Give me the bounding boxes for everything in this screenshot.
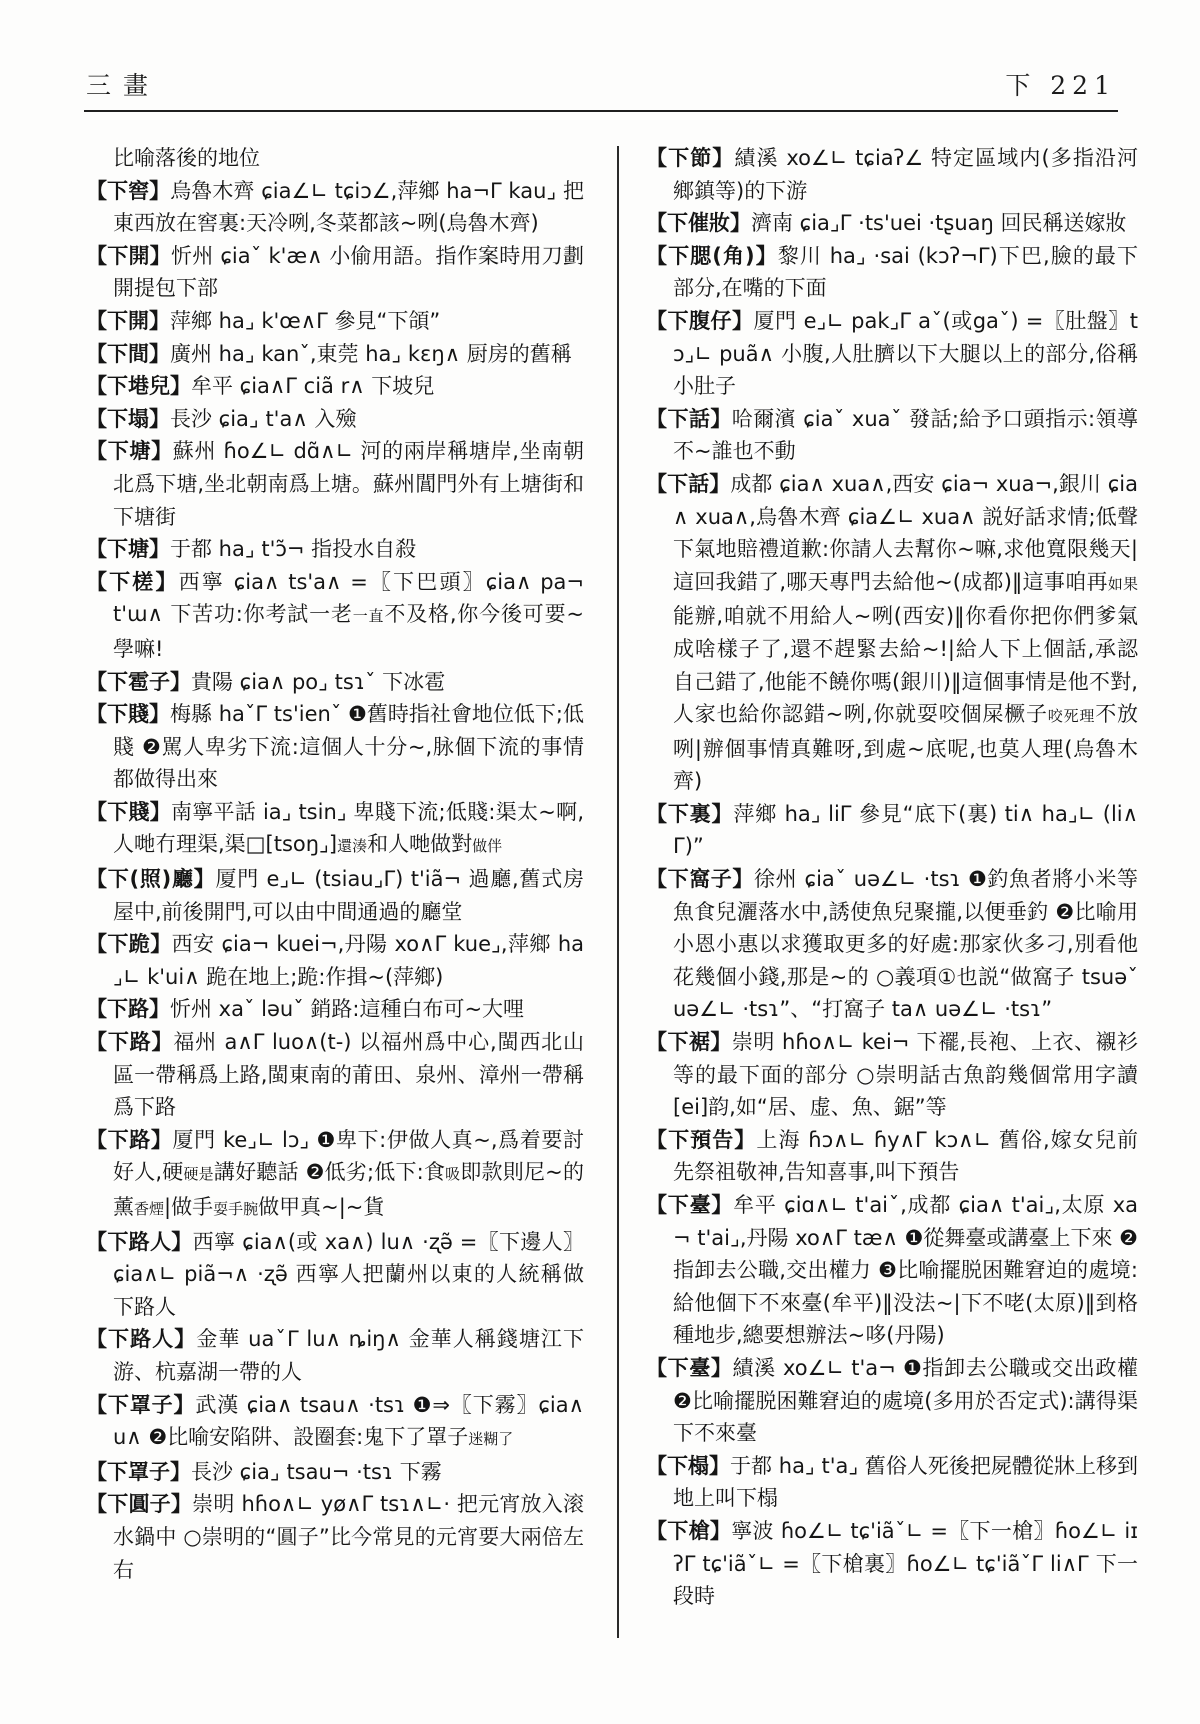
entry-text: 梅縣 haˇΓ ts'ienˇ ❶舊時指社會地位低下;低賤 ❷駡人卑劣下流:這個人十分~,脉個下流的事情都做得出來 xyxy=(113,702,584,792)
dictionary-entry xyxy=(646,1124,1138,1189)
dictionary-entry xyxy=(86,435,584,533)
entry-headword: 【下裏】 xyxy=(646,801,734,826)
header-rule xyxy=(84,110,1118,112)
entry-headword: 【下賤】 xyxy=(86,799,172,824)
entry-headword: 【下節】 xyxy=(646,146,735,170)
entry-text: 牟平 ɕiɑ∧∟ t'aiˇ,成都 ɕia∧ t'ai⌟,太原 xa¬ t'ai⌟,丹陽 xo∧Γ tæ∧ ❶從舞臺或講臺上下來 ❷指卸去公職,交出權力 ❸比喻擺脱困難窘迫的處境:給他個下不來臺(牟平)‖没法~|下不咾(太原)‖到格種地步,總要想辦法~哆(丹陽) xyxy=(673,1193,1138,1348)
entry-headword: 【下窩子】 xyxy=(646,867,755,892)
entry-text: 即款則尼~的薰 xyxy=(113,1160,584,1219)
entry-headword: 【下預告】 xyxy=(646,1127,757,1152)
entry-headword: 【下路人】 xyxy=(86,1327,197,1352)
dictionary-entry xyxy=(646,1189,1138,1352)
entry-headword: 【下雹子】 xyxy=(86,669,191,694)
entry-headword: 【下跪】 xyxy=(86,932,172,957)
entry-small-gloss: 香煙 xyxy=(134,1200,165,1218)
entry-headword: 【下話】 xyxy=(646,406,732,431)
entry-headword: 【下間】 xyxy=(86,341,170,366)
dictionary-entry xyxy=(86,142,584,175)
entry-headword: 【下開】 xyxy=(86,243,171,268)
entry-text: 厦門 ke⌟∟ lɔ⌟ ❶卑下:伊做人真~,爲着要討好人,硬 xyxy=(113,1127,585,1185)
dictionary-entry xyxy=(646,1026,1138,1124)
entry-headword: 【下腮(角)】 xyxy=(646,243,778,268)
entry-text: 比喻落後的地位 xyxy=(113,146,260,170)
entry-text: 忻州 ɕiaˇ k'æ∧ 小偷用語。指作案時用刀劃開提包下部 xyxy=(113,243,585,301)
entry-small-gloss: 還湊 xyxy=(337,837,368,856)
entry-headword: 【下路】 xyxy=(86,1127,173,1152)
dictionary-entry xyxy=(86,1026,584,1124)
entry-text: 做甲真~|~貨 xyxy=(258,1195,385,1219)
dictionary-entry xyxy=(86,370,584,403)
entry-text: 能辦,咱就不用給人~咧(西安)‖你看你把你們爹氣成啥樣子了,還不趕緊去給~!|給人下上個話,承認自己錯了,他能不饒你嗎(銀川)‖這個事情是他不對,人家也給你認錯~咧,你就耍咬個屎橛子 xyxy=(673,604,1138,727)
entry-text: 蘇州 ɦo∠∟ dɑ̃∧∟ 河的兩岸稱塘岸,坐南朝北爲下塘,坐北朝南爲上塘。蘇州閶門外有上塘街和下塘街 xyxy=(113,439,585,529)
entry-headword: 【下塌】 xyxy=(86,406,170,431)
entry-headword: 【下塘】 xyxy=(86,439,173,464)
dictionary-entry xyxy=(646,305,1138,403)
entry-text: 和人哋做對 xyxy=(367,832,473,857)
dictionary-entry xyxy=(86,1323,584,1388)
entry-headword: 【下塂兒】 xyxy=(86,374,191,399)
entry-headword: 【下槎】 xyxy=(86,569,179,594)
dictionary-entry xyxy=(86,1488,584,1586)
entry-text: 萍鄉 ha⌟ liΓ 參見“底下(裏) ti∧ ha⌟∟ (li∧Γ)” xyxy=(673,801,1139,859)
entry-headword: 【下路】 xyxy=(86,1030,174,1055)
entry-headword: 【下臺】 xyxy=(646,1193,734,1217)
entry-headword: 【下催妝】 xyxy=(646,211,751,236)
dictionary-entry xyxy=(86,566,584,666)
dictionary-entry xyxy=(646,798,1138,863)
dictionary-entry xyxy=(86,240,584,305)
entry-small-gloss: 吸 xyxy=(445,1165,461,1184)
dictionary-entry xyxy=(86,533,584,566)
entry-headword: 【下榻】 xyxy=(646,1453,731,1478)
entry-text: 哈爾濱 ɕiaˇ xuaˇ 發話;給予口頭指示:領導不~誰也不動 xyxy=(673,406,1139,464)
entry-headword: 【下塘】 xyxy=(86,537,170,562)
entry-small-gloss: 如果 xyxy=(1107,574,1138,593)
dictionary-entry xyxy=(86,698,584,796)
dictionary-entry xyxy=(86,1456,584,1489)
entry-headword: 【下路人】 xyxy=(86,1229,193,1254)
entry-text: 牟平 ɕia∧Γ ciã r∧ 下坡兒 xyxy=(191,374,435,399)
entry-text: 績溪 xo∠∟ t'a¬ ❶指卸去公職或交出政權 ❷比喻擺脱困難窘迫的處境(多用於否定式):講得渠下不來臺 xyxy=(673,1355,1139,1446)
entry-text: 烏魯木齊 ɕia∠∟ tɕiɔ∠,萍鄉 ha¬Γ kau⌟ 把東西放在窖裏:天冷咧,冬菜都該~咧(烏魯木齊) xyxy=(113,178,584,236)
entry-text: 厦門 e⌟∟ pak⌟Γ aˇ(或gaˇ) =〖肚盤〗tɔ⌟∟ puã∧ 小腹,人肚臍以下大腿以上的部分,俗稱小肚子 xyxy=(673,308,1139,399)
column-left xyxy=(86,142,584,1586)
entry-headword: 【下(照)廳】 xyxy=(86,867,216,892)
dictionary-entry xyxy=(646,1352,1138,1450)
entry-text: 崇明 hɦo∧∟ yø∧Γ tsɿ∧∟· 把元宵放入滚水鍋中 ○崇明的“圓子”比今常見的元宵要大兩倍左右 xyxy=(113,1492,585,1582)
dictionary-entry xyxy=(86,1389,584,1456)
entry-text: 績溪 xo∠∟ tɕiaʔ∠ 特定區域内(多指沿河鄉鎮等)的下游 xyxy=(673,146,1139,203)
entry-small-gloss: 咬死理 xyxy=(1047,707,1096,726)
entry-small-gloss: 做伴 xyxy=(472,837,503,856)
dictionary-entry xyxy=(86,1226,584,1324)
dictionary-entry xyxy=(86,796,584,863)
dictionary-entry xyxy=(86,305,584,338)
column-divider xyxy=(617,146,619,1638)
dictionary-entry xyxy=(646,207,1138,240)
entry-text: 上海 ɦɔ∧∟ ɦy∧Γ kɔ∧∟ 舊俗,嫁女兒前先祭祖敬神,告知喜事,叫下預告 xyxy=(673,1127,1138,1185)
dictionary-entry xyxy=(86,1124,584,1226)
dictionary-entry xyxy=(86,928,584,993)
entry-headword: 【下路】 xyxy=(86,997,170,1022)
entry-small-gloss: 迷糊了 xyxy=(468,1430,514,1449)
entry-headword: 【下賤】 xyxy=(86,702,171,727)
dictionary-entry xyxy=(646,403,1138,468)
dictionary-entry xyxy=(86,403,584,436)
entry-text: 于都 ha⌟ t'ɔ̃¬ 指投水自殺 xyxy=(170,537,417,562)
entry-text: 不放咧|辦個事情真難呀,到處~底呢,也莫人理(烏魯木齊) xyxy=(673,702,1138,794)
entry-text: 金華 uaˇΓ lu∧ ȵiŋ∧ 金華人稱錢塘江下游、杭嘉湖一帶的人 xyxy=(113,1327,584,1384)
entry-text: 西寧 ɕia∧(或 xa∧) lu∧ ·ʐə̃ =〖下邊人〗ɕia∧∟ piã¬∧ ·ʐə̃ 西寧人把蘭州以東的人統稱做下路人 xyxy=(113,1229,584,1319)
entry-text: 廣州 ha⌟ kanˇ,東莞 ha⌟ kɛŋ∧ 厨房的舊稱 xyxy=(170,341,572,366)
entry-text: 厦門 e⌟∟ (tsiau⌟Γ) t'iã¬ 過廳,舊式房屋中,前後開門,可以由中間通過的廳堂 xyxy=(113,867,584,924)
entry-text: 長沙 ɕia⌟ t'a∧ 入殮 xyxy=(170,406,357,431)
entry-headword: 【下罩子】 xyxy=(86,1392,196,1417)
entry-text: 西安 ɕia¬ kuei¬,丹陽 xo∧Γ kue⌟,萍鄉 ha⌟∟ k'ui∧ 跪在地上;跪:作揖~(萍鄉) xyxy=(113,932,585,989)
section-title: 三 畫 xyxy=(86,71,150,100)
entry-text: 崇明 hɦo∧∟ kei¬ 下襬,長袍、上衣、襯衫等的最下面的部分 ○崇明話古魚韵幾個常用字讀[ei]韵,如“居、虚、魚、鋸”等 xyxy=(673,1030,1138,1120)
entry-small-gloss: 硬是 xyxy=(183,1165,214,1184)
dictionary-entry xyxy=(646,1450,1138,1515)
entry-text: 西寧 ɕia∧ ts'a∧ =〖下巴頭〗ɕia∧ pa¬ t'ɯ∧ 下苦功:你考試一老 xyxy=(113,569,584,627)
entry-text: 不及格,你今後可要~學嘛! xyxy=(113,602,584,661)
dictionary-entry xyxy=(646,863,1138,1026)
entry-text: 成都 ɕia∧ xua∧,西安 ɕia¬ xua¬,銀川 ɕia∧ xua∧,烏魯木齊 ɕia∠∟ xua∧ 説好話求情;低聲下氣地賠禮道歉:你請人去幫你~嘛,求他寬限幾天|這回我錯了,哪天專門去給他~(成都)‖這事咱再 xyxy=(673,471,1138,594)
entry-headword: 【下窖】 xyxy=(86,178,171,203)
dictionary-entry xyxy=(646,240,1138,305)
entry-text: 福州 a∧Γ luo∧(t-) 以福州爲中心,閩西北山區一帶稱爲上路,閩東南的莆田、泉州、漳州一帶稱爲下路 xyxy=(113,1030,584,1120)
entry-headword: 【下開】 xyxy=(86,308,170,333)
entry-text: 武漢 ɕia∧ tsau∧ ·tsɿ ❶⇒〖下霧〗ɕia∧ u∧ ❷比喻安陷阱、設圈套:鬼下了罩子 xyxy=(113,1392,584,1450)
dictionary-entry xyxy=(86,863,584,928)
entry-text: 忻州 xaˇ ləuˇ 銷路:這種白布可~大哩 xyxy=(170,997,525,1022)
dictionary-entry xyxy=(86,338,584,371)
entry-headword: 【下話】 xyxy=(646,471,731,496)
entry-headword: 【下槍】 xyxy=(646,1518,732,1543)
entry-text: 萍鄉 ha⌟ k'œ∧Γ 參見“下頜” xyxy=(170,308,441,333)
entry-small-gloss: 一直 xyxy=(352,607,385,626)
entry-text: 長沙 ɕia⌟ tsau¬ ·tsɿ 下霧 xyxy=(191,1459,442,1484)
entry-text: 濟南 ɕia⌟Γ ·ts'uei ·tʂuaŋ 回民稱送嫁妝 xyxy=(751,211,1127,236)
page-header xyxy=(86,60,1116,102)
entry-text: 于都 ha⌟ t'a⌟ 舊俗人死後把屍體從牀上移到地上叫下榻 xyxy=(673,1453,1138,1511)
dictionary-entry xyxy=(646,468,1138,798)
dictionary-entry xyxy=(646,142,1138,207)
entry-headword: 【下罩子】 xyxy=(86,1459,191,1484)
dictionary-entry xyxy=(86,666,584,699)
entry-headword: 【下圓子】 xyxy=(86,1492,193,1517)
dictionary-entry xyxy=(646,1515,1138,1613)
entry-text: 講好聽話 ❷低劣;低下:食 xyxy=(213,1160,446,1185)
entry-headword: 【下裾】 xyxy=(646,1030,732,1055)
column-right xyxy=(646,142,1138,1613)
entry-text: 徐州 ɕiaˇ uə∠∟ ·tsɿ ❶釣魚者將小米等魚食兒灑落水中,誘使魚兒聚攏,以便垂釣 ❷比喻用小恩小惠以求獲取更多的好處:那家伙多刁,別看他花幾個小錢,那是~的 ○義項①也説“做窩子 tsuəˇ uə∠∟ ·tsɿ”、“打窩子 ta∧ uə∠∟ ·tsɿ” xyxy=(673,867,1139,1022)
entry-headword: 【下腹仔】 xyxy=(646,308,754,333)
dictionary-entry xyxy=(86,993,584,1026)
entry-text: 寧波 ɦo∠∟ tɕ'iãˇ∟ =〖下一槍〗ɦo∠∟ iɪʔΓ tɕ'iãˇ∟ =〖下槍裏〗ɦo∠∟ tɕ'iãˇΓ li∧Γ 下一段時 xyxy=(673,1518,1138,1609)
entry-text: 南寧平話 ia⌟ tsin⌟ 卑賤下流;低賤:渠太~啊,人哋冇理渠,渠□[tsoŋ⌟] xyxy=(113,799,585,857)
entry-headword: 【下臺】 xyxy=(646,1355,733,1380)
entry-text: 黎川 ha⌟ ·sai (kɔʔ¬Γ)下巴,臉的最下部分,在嘴的下面 xyxy=(673,243,1138,301)
entry-small-gloss: 耍手腕 xyxy=(213,1200,259,1218)
dictionary-entry xyxy=(86,175,584,240)
entry-text: 貴陽 ɕia∧ po⌟ tsɿˇ 下冰雹 xyxy=(191,669,446,694)
entry-text: |做手 xyxy=(164,1195,214,1219)
page-number: 下 221 xyxy=(1005,71,1116,100)
